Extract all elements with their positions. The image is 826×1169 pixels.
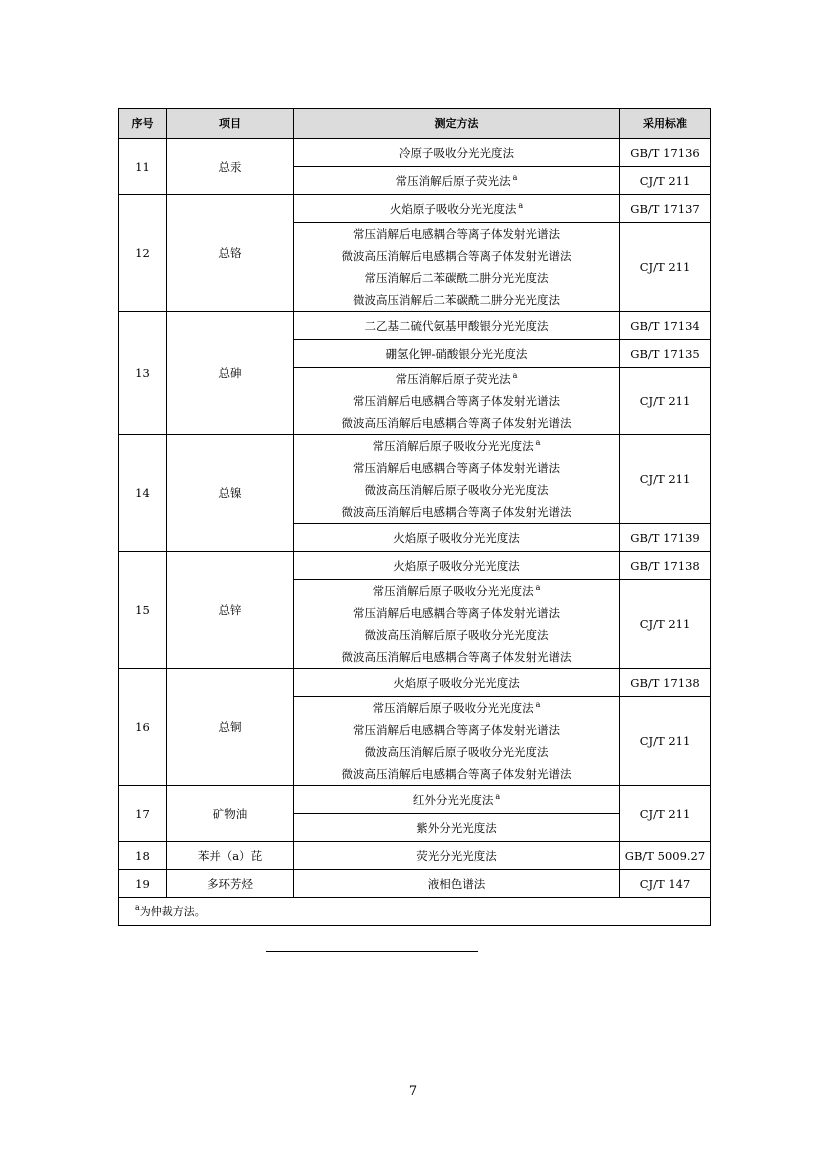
standard-cell: CJ/T 211	[620, 368, 711, 435]
standard-cell: GB/T 5009.27	[620, 842, 711, 870]
method-cell	[294, 368, 620, 435]
method-cell	[294, 786, 620, 814]
row-item: 多环芳烃	[167, 870, 294, 898]
method-line: 常压消解后电感耦合等离子体发射光谱法	[353, 394, 560, 408]
method-cell: 液相色谱法	[294, 870, 620, 898]
row-item: 总镍	[167, 435, 294, 552]
row-item: 总汞	[167, 139, 294, 195]
footnote-text: 为仲裁方法。	[139, 904, 206, 918]
table-row	[119, 139, 711, 167]
table-footnote-row	[119, 898, 711, 926]
arbitration-marker: a	[495, 791, 501, 801]
method-cell: 火焰原子吸收分光光度法	[294, 669, 620, 697]
row-item: 总砷	[167, 312, 294, 435]
method-line	[296, 697, 617, 719]
arbitration-marker: a	[535, 700, 541, 710]
method-text: 常压消解后原子荧光法	[395, 372, 511, 386]
method-line: 常压消解后电感耦合等离子体发射光谱法	[353, 461, 560, 475]
row-no: 15	[119, 552, 167, 669]
method-line	[296, 580, 617, 602]
standard-cell: CJ/T 211	[620, 580, 711, 669]
table-row	[119, 669, 711, 697]
method-line	[296, 435, 617, 457]
method-line: 微波高压消解后电感耦合等离子体发射光谱法	[341, 767, 572, 781]
method-line	[296, 368, 617, 390]
standard-cell: GB/T 17138	[620, 669, 711, 697]
page-number: 7	[408, 1084, 418, 1099]
method-line: 微波高压消解后电感耦合等离子体发射光谱法	[341, 650, 572, 664]
method-line: 微波高压消解后电感耦合等离子体发射光谱法	[341, 505, 572, 519]
standard-cell: GB/T 17139	[620, 524, 711, 552]
method-cell	[294, 167, 620, 195]
arbitration-marker: a	[535, 438, 541, 448]
method-line: 微波高压消解后原子吸收分光光度法	[364, 483, 549, 497]
method-line: 微波高压消解后原子吸收分光光度法	[364, 745, 549, 759]
method-cell	[294, 195, 620, 223]
row-no: 12	[119, 195, 167, 312]
table-row	[119, 435, 711, 524]
header-no: 序号	[119, 109, 167, 139]
method-line: 常压消解后电感耦合等离子体发射光谱法	[353, 723, 560, 737]
arbitration-marker: a	[512, 371, 518, 381]
standard-cell: GB/T 17135	[620, 340, 711, 368]
footnote-marker: a	[135, 902, 140, 912]
standard-cell: GB/T 17136	[620, 139, 711, 167]
row-no: 19	[119, 870, 167, 898]
arbitration-marker: a	[518, 200, 524, 210]
method-cell	[294, 435, 620, 524]
arbitration-marker: a	[535, 583, 541, 593]
row-item: 矿物油	[167, 786, 294, 842]
method-cell: 火焰原子吸收分光光度法	[294, 524, 620, 552]
method-cell: 紫外分光光度法	[294, 814, 620, 842]
method-line: 常压消解后二苯碳酰二肼分光光度法	[364, 271, 549, 285]
method-text: 红外分光光度法	[412, 792, 494, 807]
standard-cell: CJ/T 211	[620, 697, 711, 786]
footnote-cell	[119, 898, 711, 926]
row-item: 总铬	[167, 195, 294, 312]
row-no: 16	[119, 669, 167, 786]
table-row	[119, 195, 711, 223]
header-method: 测定方法	[294, 109, 620, 139]
method-line: 微波高压消解后电感耦合等离子体发射光谱法	[341, 249, 572, 263]
standard-cell: CJ/T 211	[620, 223, 711, 312]
standard-cell: CJ/T 211	[620, 435, 711, 524]
standard-cell: CJ/T 211	[620, 786, 711, 842]
table-row	[119, 552, 711, 580]
standard-cell: CJ/T 147	[620, 870, 711, 898]
table-header-row	[119, 109, 711, 139]
row-no: 18	[119, 842, 167, 870]
header-standard: 采用标准	[620, 109, 711, 139]
method-cell	[294, 223, 620, 312]
method-text: 火焰原子吸收分光光度法	[389, 201, 517, 216]
method-text: 常压消解后原子吸收分光光度法	[372, 584, 534, 598]
method-line: 微波高压消解后二苯碳酰二肼分光光度法	[353, 293, 560, 307]
standards-table	[118, 108, 711, 926]
method-text: 常压消解后原子吸收分光光度法	[372, 439, 534, 453]
method-line: 微波高压消解后原子吸收分光光度法	[364, 628, 549, 642]
row-no: 11	[119, 139, 167, 195]
standard-cell: CJ/T 211	[620, 167, 711, 195]
standard-cell: GB/T 17138	[620, 552, 711, 580]
method-line: 常压消解后电感耦合等离子体发射光谱法	[353, 606, 560, 620]
row-no: 14	[119, 435, 167, 552]
standard-cell: GB/T 17134	[620, 312, 711, 340]
method-text: 常压消解后原子荧光法	[395, 173, 511, 188]
row-item: 总锌	[167, 552, 294, 669]
arbitration-marker: a	[512, 172, 518, 182]
row-no: 13	[119, 312, 167, 435]
table-row	[119, 312, 711, 340]
method-cell: 冷原子吸收分光光度法	[294, 139, 620, 167]
method-cell: 二乙基二硫代氨基甲酸银分光光度法	[294, 312, 620, 340]
table-row	[119, 870, 711, 898]
standard-cell: GB/T 17137	[620, 195, 711, 223]
row-item: 苯并（a）芘	[167, 842, 294, 870]
end-divider-line	[266, 951, 478, 952]
header-item: 项目	[167, 109, 294, 139]
method-cell	[294, 697, 620, 786]
method-cell: 火焰原子吸收分光光度法	[294, 552, 620, 580]
method-cell	[294, 580, 620, 669]
table-row	[119, 786, 711, 814]
method-cell: 荧光分光光度法	[294, 842, 620, 870]
method-text: 常压消解后原子吸收分光光度法	[372, 701, 534, 715]
method-cell: 硼氢化钾-硝酸银分光光度法	[294, 340, 620, 368]
row-no: 17	[119, 786, 167, 842]
row-item: 总铜	[167, 669, 294, 786]
table-row	[119, 842, 711, 870]
method-line: 常压消解后电感耦合等离子体发射光谱法	[353, 227, 560, 241]
method-line: 微波高压消解后电感耦合等离子体发射光谱法	[341, 416, 572, 430]
